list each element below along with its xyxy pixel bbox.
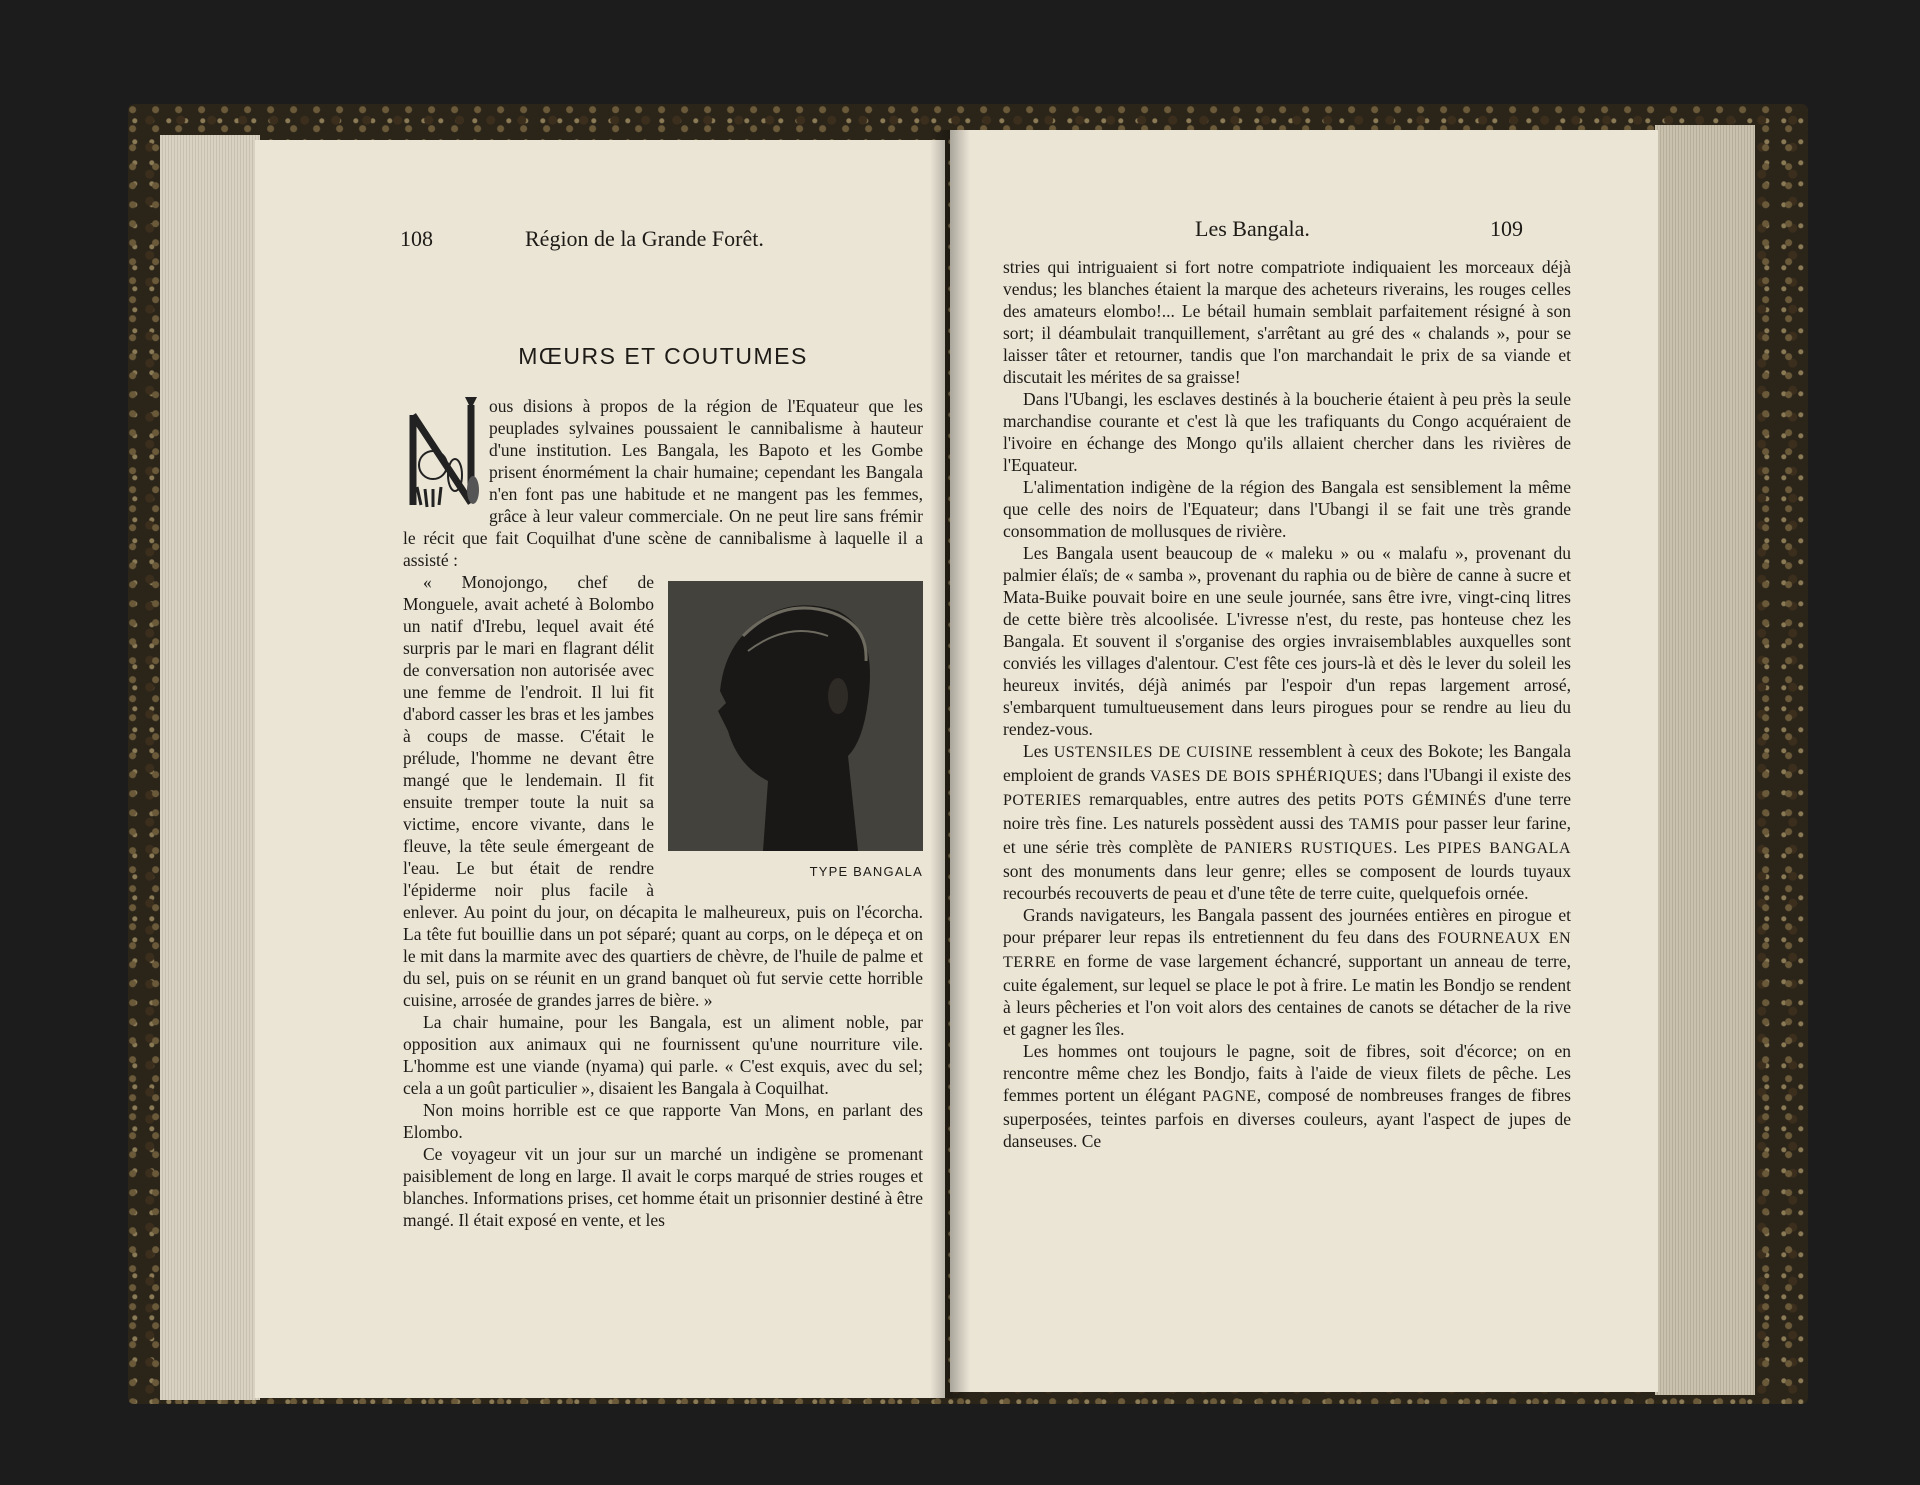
left-running-title: Région de la Grande Forêt. xyxy=(525,226,764,251)
text-run: Les hommes ont toujours le pagne, soit de fibres, soit d'écorce; on en rencontre même chez les Bondjo, faits à l'aide de vieux filets de pêche. Les femmes portent un élégant xyxy=(1003,1041,1571,1105)
term-tamis: TAMIS xyxy=(1349,816,1401,833)
text-run: remarquables, entre autres des petits xyxy=(1081,789,1364,809)
left-text-column xyxy=(403,345,923,1231)
left-page xyxy=(255,140,945,1398)
term-pipes: PIPES BANGALA xyxy=(1437,840,1572,857)
right-text-column xyxy=(1003,256,1571,1152)
text-run: ; dans l'Ubangi il existe des xyxy=(1377,765,1572,785)
text-run: . Les xyxy=(1393,837,1438,857)
term-paniers: PANIERS RUSTIQUES xyxy=(1224,840,1394,857)
term-fourneaux: FOURNEAUX EN TERRE xyxy=(1003,930,1572,971)
left-paragraph-1: ous disions à propos de la région de l'Equateur que les peuplades sylvaines poussaient le cannibalisme à hauteur d'une institution. Les Bangala, les Bapoto et les Gombe prisent énormément la chair humaine; cependant les Bangala n'en font pas une habitude et ne mangent pas les femmes, grâce à leur valeur commerciale. On ne peut lire sans frémir le récit que fait Coquilhat d'une scène de cannibalisme à laquelle il a assisté : xyxy=(403,396,923,570)
right-running-title: Les Bangala. xyxy=(1195,216,1310,241)
right-paragraph-3: L'alimentation indigène de la région des Bangala est sensiblement la même que celle des noirs de l'Equateur; dans l'Ubangi il se fait une très grande consommation de mollusques de rivière. xyxy=(1003,477,1571,541)
text-run: Les xyxy=(1023,741,1054,761)
photo-figure xyxy=(668,581,923,883)
right-paragraph-6 xyxy=(1003,904,1571,1040)
text-run: sont des monuments dans leur genre; elles se composent de lourds tuyaux recourbés recouverts de peau et d'une tête de terre cuite, quelquefois ornée. xyxy=(1003,861,1571,903)
dropcap-n-illustration xyxy=(403,395,481,523)
left-paragraph-3: La chair humaine, pour les Bangala, est un aliment noble, par opposition aux animaux qui ne fournissent qu'une nourriture vile. L'homme est une viande (nyama) qui parle. « C'est exquis, avec du sel; cela a un goût particulier », disaient les Bangala à Coquilhat. xyxy=(403,1012,923,1098)
term-ustensiles: USTENSILES DE CUISINE xyxy=(1053,744,1254,761)
right-paragraph-7 xyxy=(1003,1040,1571,1152)
text-run: ressemblent à ceux des Bokote; les Bangala emploient de grands xyxy=(1003,741,1571,785)
text-run: pour passer leur farine, et une série très complète de xyxy=(1003,813,1571,857)
text-run: Grands navigateurs, les Bangala passent des journées entières en pirogue et pour préparer leur repas ils entretiennent du feu dans des xyxy=(1003,905,1571,947)
term-vases: VASES DE BOIS SPHÉRIQUES xyxy=(1149,768,1378,785)
right-paragraph-2: Dans l'Ubangi, les esclaves destinés à la boucherie étaient à peu près la seule marchandise courante et c'est là que les trafiquants du Congo acquéraient de l'ivoire en échange des Mongo qu'ils allaient chercher dans les rivières de l'Equateur. xyxy=(1003,389,1571,475)
page-edges-right xyxy=(1655,125,1755,1395)
right-paragraph-1: stries qui intriguaient si fort notre compatriote indiquaient les morceaux déjà vendus; les blanches étaient la marque des acheteurs riverains, les rouges celles des amateurs elombo!... Le bétail humain semblait parfaitement résigné à son sort; il déambulait tranquillement, s'arrêtant au gré des « chalands », pour se laisser tâter et retourner, tandis que l'on marchandait le prix de sa viande et discutait les mérites de sa graisse! xyxy=(1003,257,1571,387)
text-run: d'une terre noire très fine. Les naturels possèdent aussi des xyxy=(1003,789,1571,833)
portrait-photo xyxy=(668,581,923,851)
photo-caption: TYPE BANGALA xyxy=(809,864,923,879)
right-paragraph-5 xyxy=(1003,740,1571,904)
right-paragraph-4: Les Bangala usent beaucoup de « maleku » ou « malafu », provenant du palmier élaïs; de « samba », provenant du raphia ou de bière de canne à sucre et Mata-Buike pouvait boire en une seule journée, sans être ivre, vingt-cinq litres de cette bière très alcoolisée. L'ivresse n'est, du reste, pas honteuse chez les Bangala. Et souvent il s'organise des orgies invraisemblables auxquelles sont conviés les villages d'alentour. C'est fête ces jours-là et dès le lever du soleil les heureux invités, déjà animés par l'espoir d'un repas largement arrosé, s'embarquent tumultueusement dans leurs pirogues pour se rendre au lieu du rendez-vous. xyxy=(1003,543,1571,739)
term-pots: POTS GÉMINÉS xyxy=(1363,792,1487,809)
text-run: , composé de nombreuses franges de fibres superposées, teintes parfois en diverses couleurs, ayant l'aspect de jupes de danseuses. Ce xyxy=(1003,1085,1571,1151)
term-poteries: POTERIES xyxy=(1003,792,1082,809)
right-page xyxy=(950,130,1658,1392)
book-gutter xyxy=(930,130,970,1398)
text-run: en forme de vase largement échancré, supportant un anneau de terre, cuite également, sur lequel se place le pot à frire. Le matin les Bondjo se rendent à leurs pêcheries et l'on voit alors des centaines de canots se détacher de la rive et gagner les îles. xyxy=(1003,951,1571,1039)
term-pagne: PAGNE xyxy=(1202,1088,1257,1105)
left-paragraph-4: Non moins horrible est ce que rapporte Van Mons, en parlant des Elombo. xyxy=(403,1100,923,1142)
page-edges-left xyxy=(160,135,260,1400)
left-paragraph-5: Ce voyageur vit un jour sur un marché un indigène se promenant paisiblement de long en large. Il avait le corps marqué de stries rouges et blanches. Informations prises, cet homme était un prisonnier destiné à être mangé. Il était exposé en vente, et les xyxy=(403,1144,923,1230)
right-page-number: 109 xyxy=(1490,216,1523,241)
left-page-number: 108 xyxy=(400,226,433,251)
left-paragraph-2: « Monojongo, chef de Monguele, avait acheté à Bolombo un natif d'Irebu, lequel avait été surpris par le mari en flagrant délit de conversation non autorisée avec une femme de l'endroit. Il lui fit d'abord casser les bras et les jambes à coups de masse. C'était le prélude, l'homme ne devant être mangé que le lendemain. Il fit ensuite tremper toute la nuit sa victime, encore vivante, dans le fleuve, la tête seule émergeant de l'eau. Le but était de rendre l'épiderme noir plus facile à enlever. Au point du jour, on décapita le malheureux, puis on l'écorcha. La tête fut bouillie dans un pot séparé; quant au corps, on le dépeça et on le mit dans la marmite avec des quartiers de chèvre, de l'huile de palme et du sel, puis on se réunit en un grand banquet où fut servie cette horrible cuisine, arrosée de grandes jarres de bière. » xyxy=(403,572,923,1010)
section-title: MŒURS ET COUTUMES xyxy=(518,343,808,369)
